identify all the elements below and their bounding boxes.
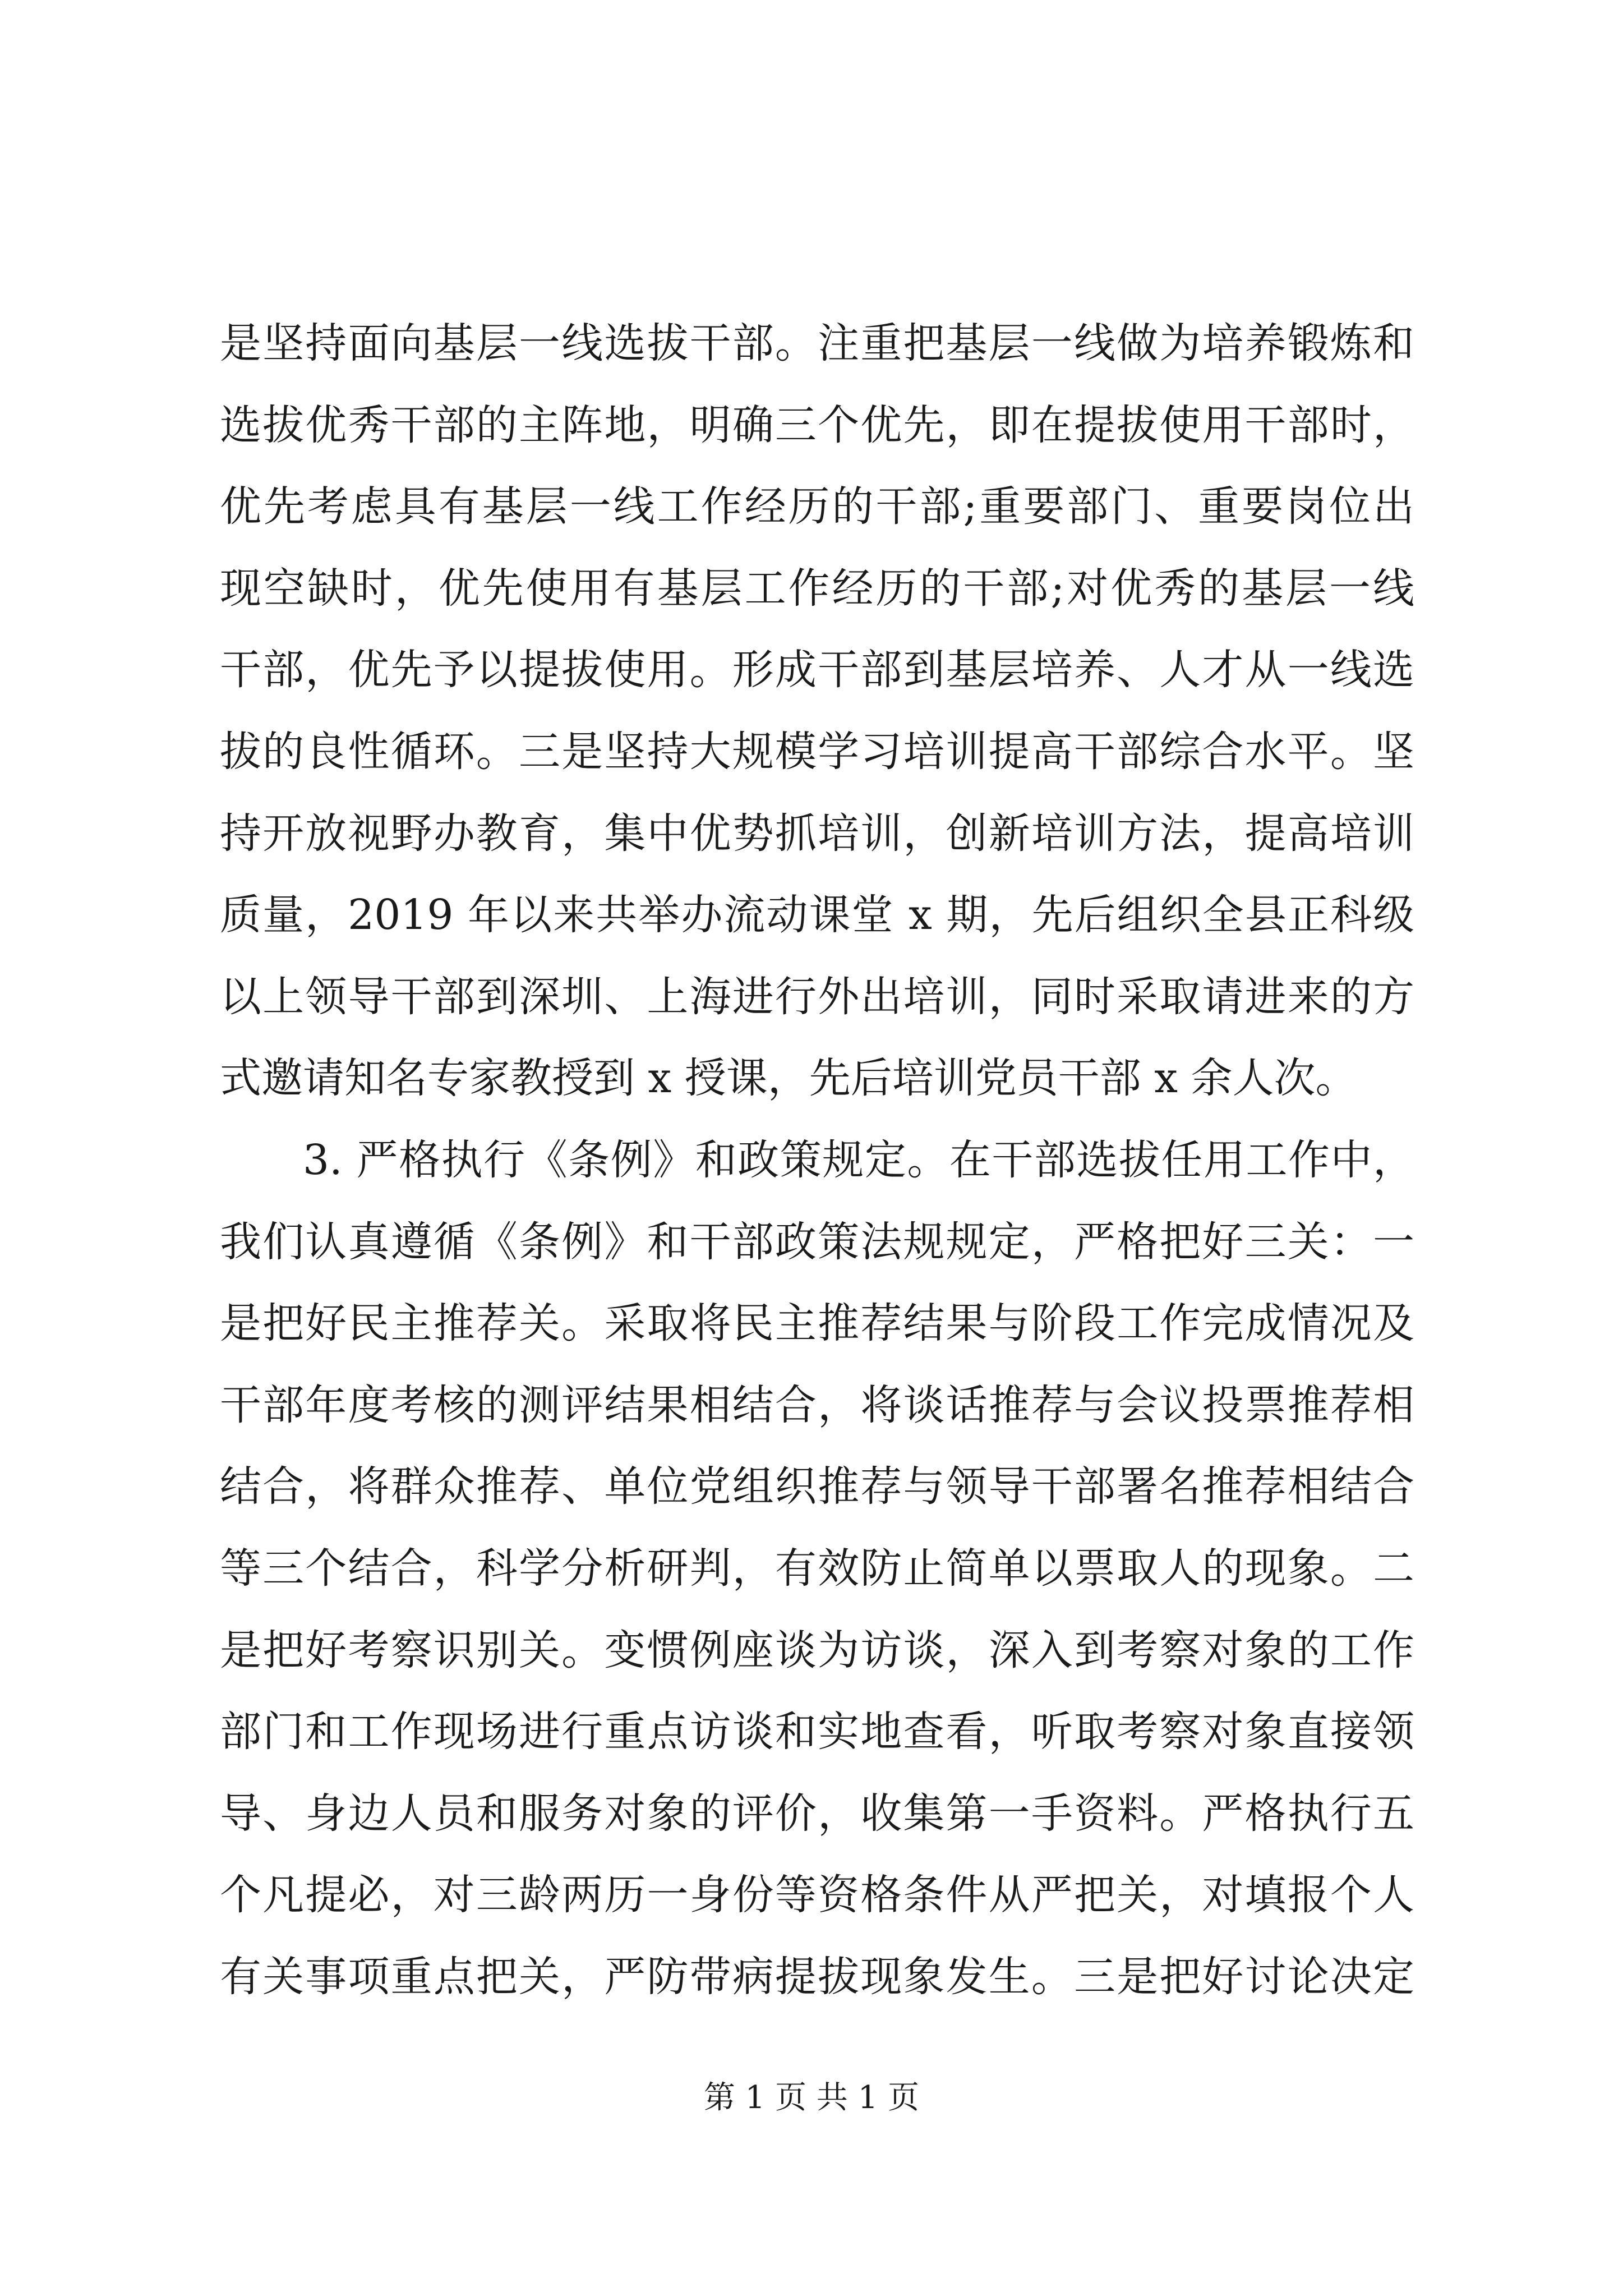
text-line: 部门和工作现场进行重点访谈和实地查看，听取考察对象直接领 [220,1708,1414,1756]
document-body [220,303,1414,2018]
text-line: 优先考虑具有基层一线工作经历的干部;重要部门、重要岗位出 [220,482,1414,531]
text-line: 以上领导干部到深圳、上海进行外出培训，同时采取请进来的方 [220,972,1414,1021]
text-line: 是把好考察识别关。变惯例座谈为访谈，深入到考察对象的工作 [220,1626,1414,1674]
text-line: 我们认真遵循《条例》和干部政策法规规定，严格把好三关：一 [220,1217,1414,1266]
text-line: 式邀请知名专家教授到 x 授课，先后培训党员干部 x 余人次。 [220,1054,1357,1103]
text-line: 是坚持面向基层一线选拔干部。注重把基层一线做为培养锻炼和 [220,319,1414,367]
text-line: 干部年度考核的测评结果相结合，将谈话推荐与会议投票推荐相 [220,1381,1414,1429]
text-line: 质量，2019 年以来共举办流动课堂 x 期，先后组织全县正科级 [220,891,1414,940]
text-line: 干部，优先予以提拔使用。形成干部到基层培养、人才从一线选 [220,646,1414,694]
text-line: 是把好民主推荐关。采取将民主推荐结果与阶段工作完成情况及 [220,1299,1414,1348]
text-line: 个凡提必，对三龄两历一身份等资格条件从严把关，对填报个人 [220,1871,1414,1920]
text-line: 有关事项重点把关，严防带病提拔现象发生。三是把好讨论决定 [220,1952,1414,2001]
text-line: 选拔优秀干部的主阵地，明确三个优先，即在提拔使用干部时， [220,401,1414,449]
text-line: 导、身边人员和服务对象的评价，收集第一手资料。严格执行五 [220,1789,1414,1838]
text-line: 拔的良性循环。三是坚持大规模学习培训提高干部综合水平。坚 [220,727,1414,776]
paragraph-start-line: 3. 严格执行《条例》和政策规定。在干部选拔任用工作中， [303,1135,1414,1184]
text-line: 现空缺时，优先使用有基层工作经历的干部;对优秀的基层一线 [220,564,1414,613]
text-line: 等三个结合，科学分析研判，有效防止简单以票取人的现象。二 [220,1544,1414,1593]
text-line: 结合，将群众推荐、单位党组织推荐与领导干部署名推荐相结合 [220,1462,1414,1511]
page-number-footer: 第 1 页 共 1 页 [703,2079,920,2116]
text-line: 持开放视野办教育，集中优势抓培训，创新培训方法，提高培训 [220,809,1414,858]
